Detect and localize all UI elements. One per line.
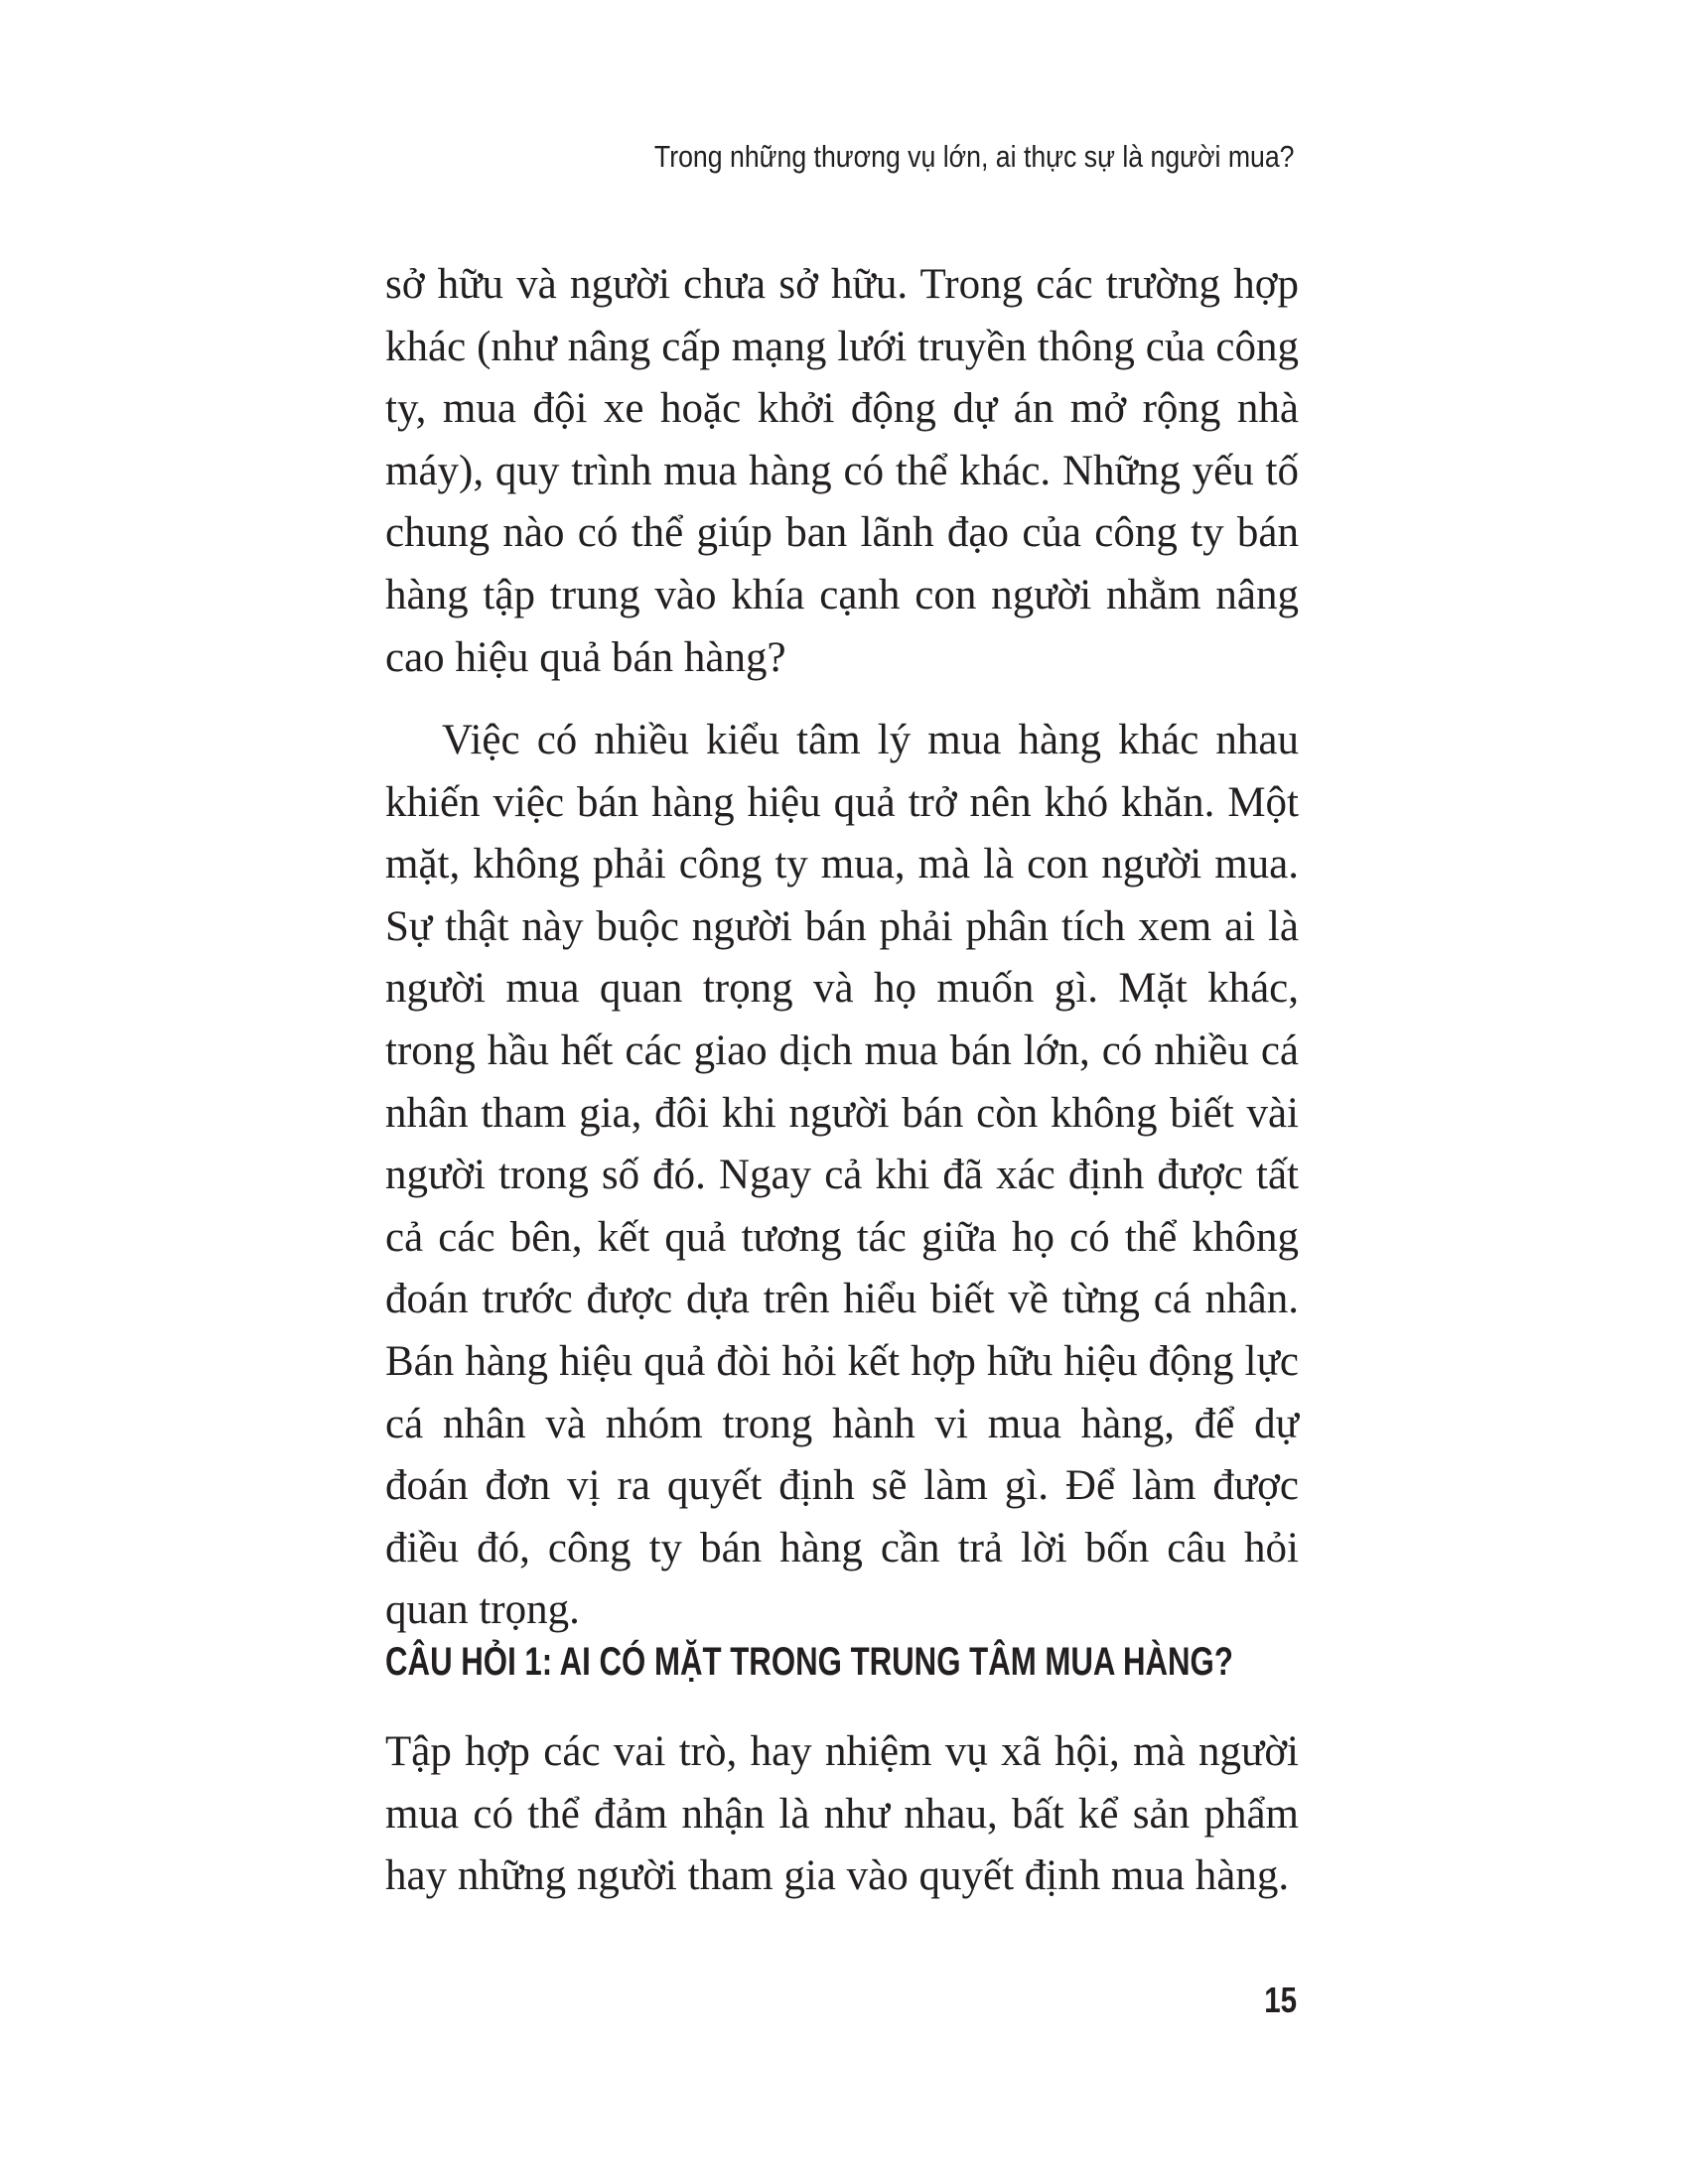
page-number: 15 [1264,1979,1297,2020]
running-header: Trong những thương vụ lớn, ai thực sự là người mua? [654,139,1295,174]
section-heading: CÂU HỎI 1: AI CÓ MẶT TRONG TRUNG TÂM MUA HÀNG? [385,1640,1233,1684]
body-paragraph-3: Tập hợp các vai trò, hay nhiệm vụ xã hội, mà người mua có thể đảm nhận là như nhau, bất kể sản phẩm hay những người tham gia vào quyết định mua hàng. [385,1728,1299,1900]
body-paragraph-2: Việc có nhiều kiểu tâm lý mua hàng khác nhau khiến việc bán hàng hiệu quả trở nên khó khăn. Một mặt, không phải công ty mua, mà là con người mua. Sự thật này buộc người bán phải phân tích xem ai là người mua quan trọng và họ muốn gì. Mặt khác, trong hầu hết các giao dịch mua bán lớn, có nhiều cá nhân tham gia, đôi khi người bán còn không biết vài người trong số đó. Ngay cả khi đã xác định được tất cả các bên, kết quả tương tác giữa họ có thể không đoán trước được dựa trên hiểu biết về từng cá nhân. Bán hàng hiệu quả đòi hỏi kết hợp hữu hiệu động lực cá nhân và nhóm trong hành vi mua hàng, để dự đoán đơn vị ra quyết định sẽ làm gì. Để làm được điều đó, công ty bán hàng cần trả lời bốn câu hỏi quan trọng. [385,717,1299,1634]
body-paragraph-1: sở hữu và người chưa sở hữu. Trong các trường hợp khác (như nâng cấp mạng lưới truyền thông của công ty, mua đội xe hoặc khởi động dự án mở rộng nhà máy), quy trình mua hàng có thể khác. Những yếu tố chung nào có thể giúp ban lãnh đạo của công ty bán hàng tập trung vào khía cạnh con người nhằm nâng cao hiệu quả bán hàng? [385,261,1299,681]
